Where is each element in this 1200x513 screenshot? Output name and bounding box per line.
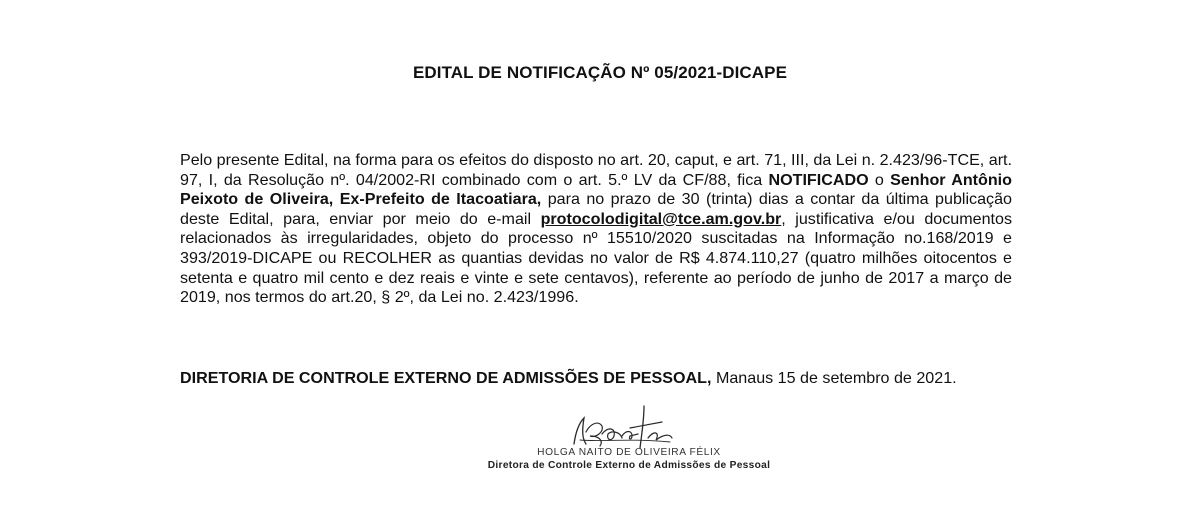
- notified-person: Senhor Antônio Peixoto de Oliveira, Ex-Prefeito de Itacoatiara,: [180, 170, 1012, 209]
- paragraph-text-3: para no prazo de 30 (trinta) dias a contar da última publicação deste Edital, para, enviar por meio do e-mail: [180, 190, 1012, 228]
- notificado-label: NOTIFICADO: [768, 170, 869, 189]
- directorate-name: DIRETORIA DE CONTROLE EXTERNO DE ADMISSÕES DE PESSOAL,: [180, 369, 712, 387]
- paragraph-text-4: , justificativa e/ou documentos relacionados às irregularidades, objeto do processo nº 15510/2020 suscitadas na Informação no.168/2019 e 393/2019-DICAPE ou RECOLHER as quantias devidas no valor de R$ 4.874.110,27 (quatro milhões oitocentos e setenta e quatro mil cento e dez reais e vinte e sete centavos), referente ao período de junho de 2017 a março de 2019, nos termos do art.20, § 2º, da Lei no. 2.423/1996.: [180, 209, 1013, 307]
- email-address: protocolodigital@tce.am.gov.br: [540, 209, 782, 228]
- paragraph-text-1: Pelo presente Edital, na forma para os efeitos do disposto no art. 20, caput, e art. 71, III, da Lei n. 2.423/96-TCE, art. 97, I, da Resolução nº. 04/2002-RI combinado com o art. 5.º LV da CF/88, fica: [180, 151, 1012, 189]
- place-date: Manaus 15 de setembro de 2021.: [711, 369, 957, 387]
- notification-paragraph: [180, 151, 1012, 308]
- signatory-role: Diretora de Controle Externo de Admissões de Pessoal: [487, 460, 771, 471]
- paragraph-text-2: o: [868, 170, 891, 189]
- closing-line: [180, 368, 1080, 388]
- signatory-name: HOLGA NAITO DE OLIVEIRA FÉLIX: [537, 447, 721, 458]
- document-title: EDITAL DE NOTIFICAÇÃO Nº 05/2021-DICAPE: [412, 63, 788, 82]
